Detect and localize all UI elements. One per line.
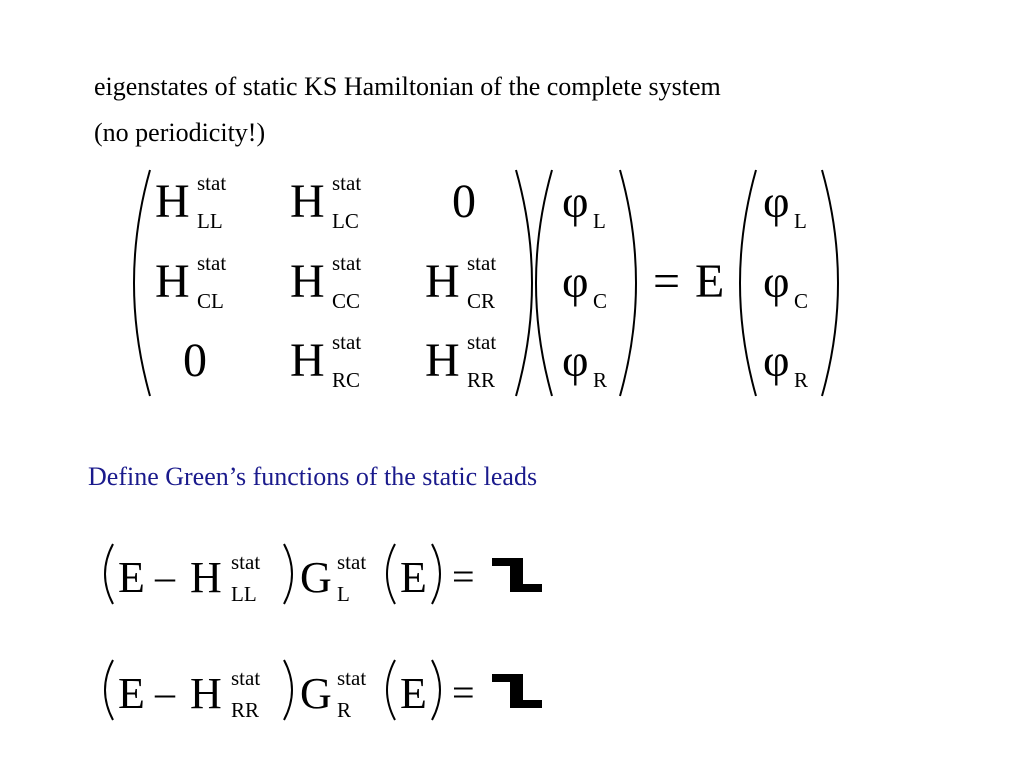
vector-right-close-paren	[822, 170, 838, 396]
vector-left-2-sub: C	[593, 289, 608, 313]
green-l-arg-close-paren	[432, 544, 440, 604]
green-r-h-sup: stat	[231, 666, 261, 690]
vector-right-3-base: φ	[763, 335, 790, 386]
matrix-cell-2-3-sup: stat	[467, 251, 497, 275]
green-l-h: H	[190, 553, 222, 602]
matrix-cell-3-2-sup: stat	[332, 330, 362, 354]
define-greens-functions-heading: Define Green’s functions of the static leads	[88, 462, 538, 491]
matrix-cell-1-1-sup: stat	[197, 171, 227, 195]
green-equation-left-lead	[105, 544, 542, 606]
vector-right-2-sub: C	[794, 289, 809, 313]
matrix-cell-1-2-base: H	[290, 175, 325, 228]
green-r-open-paren	[105, 660, 113, 720]
green-r-h-sub: RR	[231, 698, 260, 722]
green-equation-right-lead	[105, 660, 542, 722]
matrix-cell-1-2-sub: LC	[332, 209, 359, 233]
green-l-h-sub: LL	[231, 582, 257, 606]
green-r-arg: E	[400, 669, 427, 718]
green-r-equals: =	[452, 670, 475, 715]
green-l-arg: E	[400, 553, 427, 602]
green-r-g: G	[300, 669, 332, 718]
matrix-equals-sign: =	[653, 255, 681, 308]
vector-right-2-base: φ	[763, 256, 790, 307]
matrix-cell-1-1-sub: LL	[197, 209, 223, 233]
vector-right-open-paren	[740, 170, 756, 396]
green-l-close-paren	[284, 544, 292, 604]
matrix-cell-2-1-sub: CL	[197, 289, 224, 313]
vector-left-close-paren	[620, 170, 636, 396]
green-l-arg-open-paren	[387, 544, 395, 604]
intro-line-1: eigenstates of static KS Hamiltonian of the complete system	[94, 72, 721, 101]
matrix-right-paren	[516, 170, 532, 396]
green-r-arg-open-paren	[387, 660, 395, 720]
vector-right-1-base: φ	[763, 176, 790, 227]
matrix-cell-1-3-base: 0	[452, 175, 476, 228]
green-l-equals: =	[452, 554, 475, 599]
vector-right-3-sub: R	[794, 368, 809, 392]
matrix-cell-2-3-base: H	[425, 255, 460, 308]
green-r-g-sub: R	[337, 698, 352, 722]
vector-left-3-sub: R	[593, 368, 608, 392]
vector-left-2-base: φ	[562, 256, 589, 307]
green-l-g-sub: L	[337, 582, 350, 606]
green-r-g-sup: stat	[337, 666, 367, 690]
matrix-cell-2-2-sub: CC	[332, 289, 361, 313]
matrix-cell-2-2-base: H	[290, 255, 325, 308]
identity-operator-icon	[492, 558, 542, 592]
green-r-e: E	[118, 669, 145, 718]
matrix-scalar-e: E	[695, 255, 725, 308]
green-r-close-paren	[284, 660, 292, 720]
vector-right-1-sub: L	[794, 209, 807, 233]
green-l-minus: –	[155, 554, 175, 599]
green-r-arg-close-paren	[432, 660, 440, 720]
green-l-g: G	[300, 553, 332, 602]
matrix-cell-2-2-sup: stat	[332, 251, 362, 275]
green-r-h: H	[190, 669, 222, 718]
green-r-minus: –	[155, 670, 175, 715]
green-l-e: E	[118, 553, 145, 602]
matrix-cell-3-3-sub: RR	[467, 368, 496, 392]
matrix-cell-2-1-base: H	[155, 255, 190, 308]
matrix-cell-1-1-base: H	[155, 175, 190, 228]
matrix-equation	[134, 170, 838, 396]
matrix-left-paren	[134, 170, 150, 396]
vector-left-1-sub: L	[593, 209, 606, 233]
vector-left-open-paren	[536, 170, 552, 396]
matrix-cell-3-2-sub: RC	[332, 368, 361, 392]
green-l-g-sup: stat	[337, 550, 367, 574]
matrix-cell-2-3-sub: CR	[467, 289, 496, 313]
vector-left-1-base: φ	[562, 176, 589, 227]
matrix-cell-3-2-base: H	[290, 334, 325, 387]
vector-left-3-base: φ	[562, 335, 589, 386]
matrix-cell-2-1-sup: stat	[197, 251, 227, 275]
matrix-cell-1-2-sup: stat	[332, 171, 362, 195]
identity-operator-icon	[492, 674, 542, 708]
matrix-cell-3-3-sup: stat	[467, 330, 497, 354]
matrix-cell-3-3-base: H	[425, 334, 460, 387]
matrix-cell-3-1-base: 0	[183, 334, 207, 387]
green-l-open-paren	[105, 544, 113, 604]
intro-line-2: (no periodicity!)	[94, 118, 266, 147]
green-l-h-sup: stat	[231, 550, 261, 574]
